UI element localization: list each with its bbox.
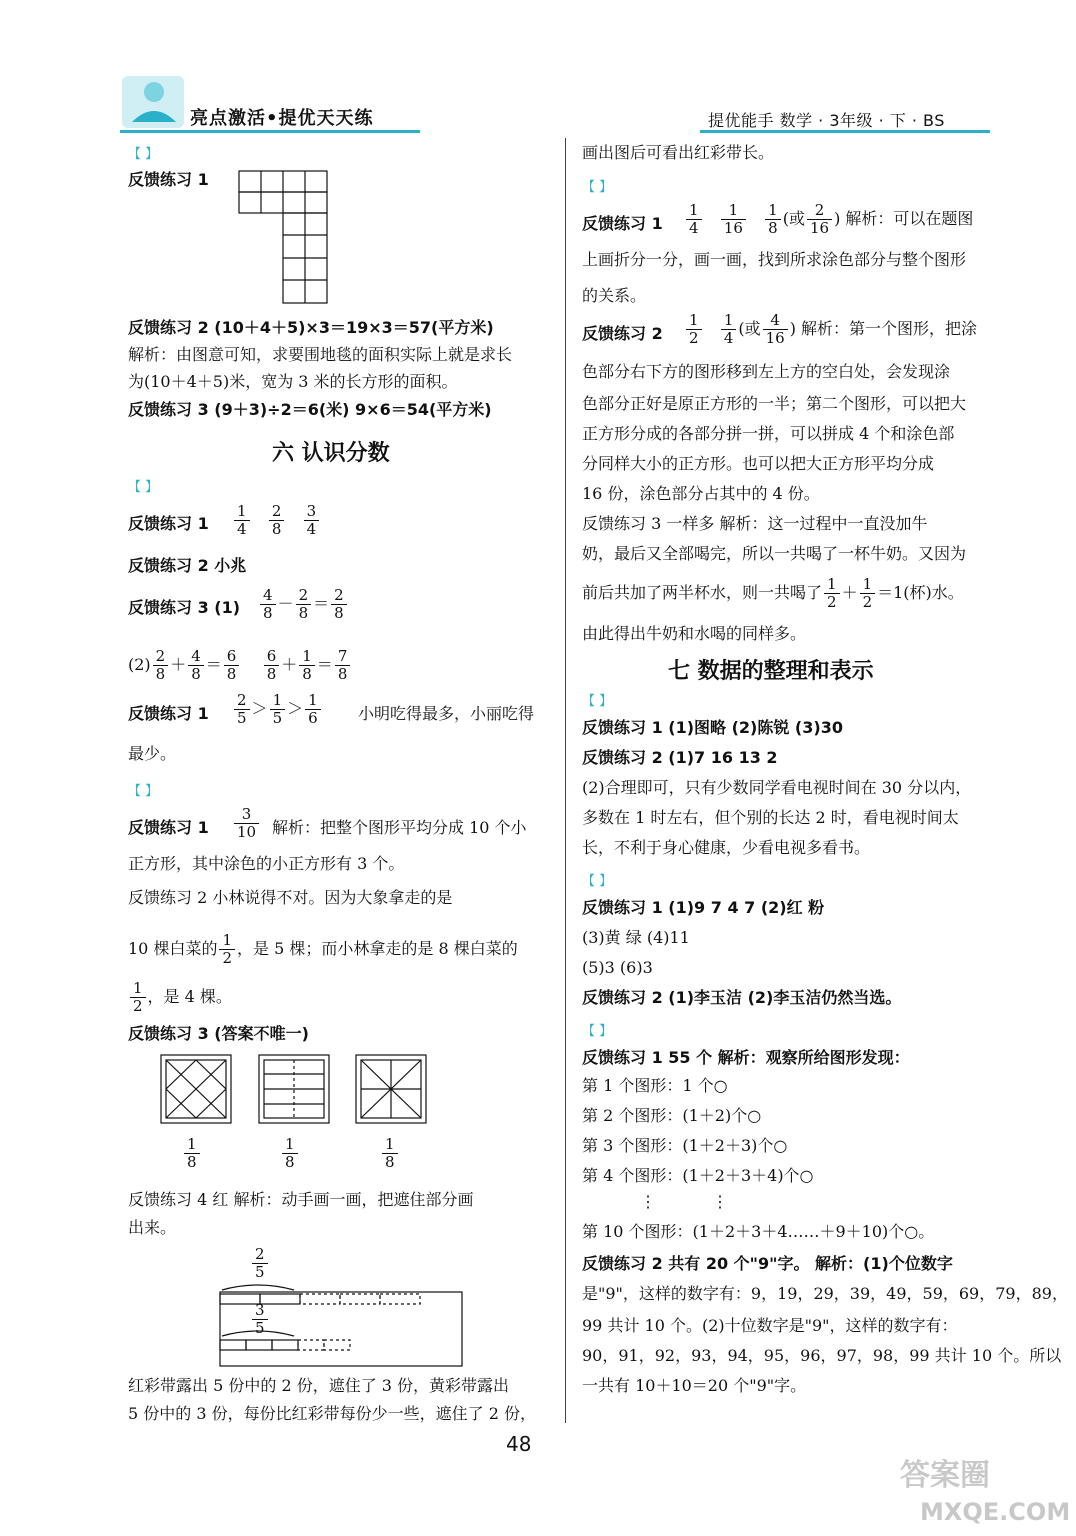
equation: $\frac{4}{8}$ － $\frac{2}{8}$ ＝ $\frac{2}{8}$ (258, 587, 349, 622)
section-tag: 【 】 (128, 784, 159, 799)
exercise-1: 反馈练习 1 55 个 解析：观察所给图形发现： (582, 1048, 910, 1067)
exercise-label: 反馈练习 2 (582, 324, 663, 343)
fraction: $\frac{2}{5}$ (250, 1246, 270, 1281)
analysis-line: 奶，最后又全部喝完，所以一共喝了一杯牛奶。又因为 (582, 544, 967, 563)
analysis-line: 解析：把整个图形平均分成 10 个小 (272, 818, 527, 837)
fraction-row (232, 503, 321, 538)
section-tag: 【 】 (582, 694, 613, 709)
exercise-1: 反馈练习 1 (1)图略 (2)陈锐 (3)30 (582, 718, 843, 737)
ellipsis-dots: ⋮ (640, 1192, 656, 1211)
analysis-line: 的关系。 (582, 286, 647, 305)
exercise-4: 反馈练习 4 红 解析：动手画一画，把遮住部分画 (128, 1190, 474, 1209)
section-heading-6: 六 认识分数 (272, 441, 390, 466)
analysis-line: 16 份，涂色部分占其中的 4 份。 (582, 484, 820, 503)
analysis-line: 正方形分成的各部分拼一拼，可以拼成 4 个和涂色部 (582, 424, 955, 443)
fraction: $\frac{3}{10}$ (232, 806, 261, 841)
answer-text: 画出图后可看出红彩带长。 (582, 143, 775, 162)
inequality: $\frac{2}{5}$ ＞ $\frac{1}{5}$ ＞ $\frac{1}{6}$ (232, 692, 323, 727)
square-diagram-3 (355, 1054, 427, 1124)
answer-text: 10 棵白菜的 $\frac{1}{2}$ ，是 5 棵；而小林拿走的是 8 棵白菜的 (128, 931, 518, 967)
exercise-label: 反馈练习 1 (582, 214, 663, 233)
analysis-line: 是"9"，这样的数字有：9，19，29，39，49，59，69，79，89， (582, 1284, 1068, 1303)
column-divider (565, 138, 566, 1423)
equation: (2) $\frac{2}{8}$ ＋ $\frac{4}{8}$ ＝ $\frac{6}{8}$ $\frac{6}{8}$ ＋ $\frac{1}{8}$ ＝ $\frac{7}{8}$ (128, 648, 352, 683)
logo-icon (118, 70, 188, 132)
analysis-line: 色部分正好是原正方形的一半；第二个图形，可以把大 (582, 394, 967, 413)
pattern-line: 第 2 个图形：(1＋2)个○ (582, 1106, 762, 1125)
exercise-label: 反馈练习 1 (128, 704, 209, 723)
fraction: $\frac{1}{8}$ (380, 1136, 400, 1171)
watermark-url: MXQE.COM (920, 1498, 1071, 1526)
analysis-line: 由此得出牛奶和水喝的同样多。 (582, 624, 807, 643)
header-right-title: 提优能手 数学 · 3年级 · 下 · BS (708, 111, 945, 130)
analysis-line: 前后共加了两半杯水，则一共喝了 $\frac{1}{2}$ ＋ $\frac{1}{2}$ ＝1(杯)水。 (582, 575, 964, 611)
analysis-line: 为(10＋4＋5)米，宽为 3 米的长方形的面积。 (128, 372, 458, 391)
square-diagram-1 (160, 1054, 232, 1124)
answer-text: $\frac{1}{2}$ ，是 4 棵。 (128, 980, 232, 1015)
analysis-line: 上画折分一分，画一画，找到所求涂色部分与整个图形 (582, 250, 967, 269)
exercise-label: 反馈练习 1 (128, 514, 209, 533)
exercise-2: 反馈练习 2 (10＋4＋5)×3＝19×3＝57(平方米) (128, 318, 494, 337)
section-tag: 【 】 (582, 874, 613, 889)
answer-text: 长，不利于身心健康，少看电视多看书。 (582, 838, 871, 857)
ellipsis-dots: ⋮ (712, 1192, 728, 1211)
answer-text: 小明吃得最多，小丽吃得 (358, 704, 535, 723)
header-rule-right (700, 130, 990, 133)
exercise-2: 反馈练习 2 小林说得不对。因为大象拿走的是 (128, 888, 453, 907)
section-tag: 【 】 (582, 1024, 613, 1039)
exercise-label: 反馈练习 1 (128, 170, 209, 189)
exercise-2: 反馈练习 2 小兆 (128, 556, 247, 575)
fraction: $\frac{3}{4}$ (304, 503, 320, 538)
exercise-2: 反馈练习 2 (1)7 16 13 2 (582, 748, 778, 767)
pattern-line: 第 1 个图形：1 个○ (582, 1076, 728, 1095)
exercise-3: 反馈练习 3 (答案不唯一) (128, 1024, 309, 1043)
answer-text: 最少。 (128, 744, 177, 763)
fraction: $\frac{3}{5}$ (250, 1302, 270, 1337)
fraction: $\frac{2}{8}$ (269, 503, 285, 538)
analysis-line: 一共有 10＋10＝20 个"9"字。 (582, 1376, 807, 1395)
analysis-line: 90，91，92，93，94，95，96，97，98，99 共计 10 个。所以 (582, 1346, 1062, 1365)
pattern-line: 第 3 个图形：(1＋2＋3)个○ (582, 1136, 788, 1155)
page-number: 48 (506, 1432, 532, 1456)
section-heading-7: 七 数据的整理和表示 (668, 659, 874, 684)
exercise-3: 反馈练习 3 一样多 解析：这一过程中一直没加牛 (582, 514, 928, 533)
answer-text: 出来。 (128, 1218, 177, 1237)
pattern-line: 第 10 个图形：(1＋2＋3＋4……＋9＋10)个○。 (582, 1222, 935, 1241)
answer-text: 红彩带露出 5 份中的 2 份，遮住了 3 份，黄彩带露出 (128, 1376, 510, 1395)
fraction: $\frac{1}{4}$ (234, 503, 250, 538)
watermark: 答案圈 (900, 1458, 990, 1493)
answer-text: 5 份中的 3 份，每份比红彩带每份少一些，遮住了 2 份， (128, 1404, 536, 1423)
exercise-2: 反馈练习 2 共有 20 个"9"字。 解析：(1)个位数字 (582, 1254, 953, 1273)
header-left-title: 亮点激活•提优天天练 (190, 108, 374, 129)
exercise-3: 反馈练习 3 (9＋3)÷2＝6(米) 9×6＝54(平方米) (128, 400, 492, 419)
section-tag: 【 】 (128, 480, 159, 495)
answer-text: (3)黄 绿 (4)11 (582, 928, 690, 947)
fraction: $\frac{1}{8}$ (280, 1136, 300, 1171)
fraction: $\frac{1}{8}$ (182, 1136, 202, 1171)
answer-text: (2)合理即可，只有少数同学看电视时间在 30 分以内， (582, 778, 972, 797)
section-tag: 【 】 (128, 147, 159, 162)
analysis-line: 99 共计 10 个。(2)十位数字是"9"，这样的数字有： (582, 1316, 958, 1335)
fraction-row: $\frac{1}{4}$ $\frac{1}{16}$ $\frac{1}{8}$ (或 $\frac{2}{16}$ ) 解析：可以在题图 (684, 202, 973, 237)
analysis-line: 解析：由图意可知，求要围地毯的面积实际上就是求长 (128, 345, 513, 364)
answer-text: (5)3 (6)3 (582, 958, 653, 977)
analysis-line: 分同样大小的正方形。也可以把大正方形平均分成 (582, 454, 935, 473)
exercise-1: 反馈练习 1 (1)9 7 4 7 (2)红 粉 (582, 898, 825, 917)
square-diagram-2 (258, 1054, 330, 1124)
header-rule-left (120, 130, 420, 133)
exercise-2: 反馈练习 2 (1)李玉洁 (2)李玉洁仍然当选。 (582, 988, 902, 1007)
answer-text: 多数在 1 时左右，但个别的长达 2 时，看电视时间太 (582, 808, 959, 827)
pattern-line: 第 4 个图形：(1＋2＋3＋4)个○ (582, 1166, 814, 1185)
analysis-line: 色部分右下方的图形移到左上方的空白处，会发现涂 (582, 362, 951, 381)
fraction-row: $\frac{1}{2}$ $\frac{1}{4}$ (或 $\frac{4}{16}$ ) 解析：第一个图形，把涂 (684, 312, 977, 347)
exercise-3: 反馈练习 3 (1) (128, 598, 241, 617)
exercise-label: 反馈练习 1 (128, 818, 209, 837)
section-tag: 【 】 (582, 180, 613, 195)
analysis-line: 正方形，其中涂色的小正方形有 3 个。 (128, 854, 405, 873)
t-shape-grid (238, 170, 328, 305)
